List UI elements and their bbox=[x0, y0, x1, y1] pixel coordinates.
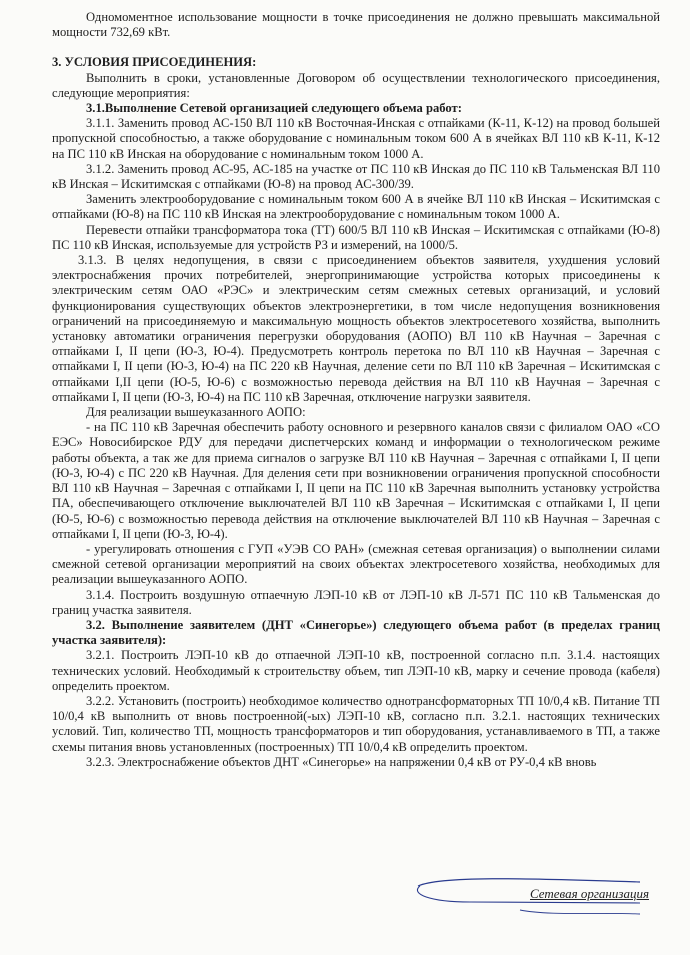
subsection-3-2-title: 3.2. Выполнение заявителем (ДНТ «Синегорье») следующего объема работ (в пределах границ участка заявителя): bbox=[52, 617, 660, 648]
paragraph-replace-equipment: Заменить электрооборудование с номинальным током 600 А в ячейке ВЛ 110 кВ Инская – Искитимская с отпайками (Ю-8) на ПС 110 кВ Инская на электрооборудование с номинальным током 1000 А. bbox=[52, 192, 660, 222]
paragraph-3-1-1: 3.1.1. Заменить провод АС-150 ВЛ 110 кВ Восточная-Инская с отпайками (К-11, К-12) на провод большей пропускной способностью, а также оборудование с номинальным током 600 А в ячейках ВЛ 110 кВ К-11, К-12 на ПС 110 кВ Инская на оборудование с номинальным током 1000 А. bbox=[52, 116, 660, 161]
section-title: 3. УСЛОВИЯ ПРИСОЕДИНЕНИЯ: bbox=[52, 55, 257, 70]
subsection-3-1-title: 3.1.Выполнение Сетевой организацией следующего объема работ: bbox=[86, 101, 462, 116]
intro-paragraph: Одномоментное использование мощности в точке присоединения не должно превышать максимальной мощности 732,69 кВт. bbox=[52, 10, 660, 40]
paragraph-transformers: Перевести отпайки трансформатора тока (ТТ) 600/5 ВЛ 110 кВ Инская – Искитимская с отпайками (Ю-8) ПС 110 кВ Инская, используемые для устройств РЗ и измерений, на 1000/5. bbox=[52, 222, 660, 252]
paragraph-3-2-2: 3.2.2. Установить (построить) необходимое количество однотрансформаторных ТП 10/0,4 кВ. Питание ТП 10/0,4 кВ выполнить от вновь построенной(-ых) ЛЭП-10 кВ, согласно п.п. 3.2.1. настоящих технических условий. Тип, количество ТП, мощность трансформаторов и тип оборудования, устанавливаемого в ТП, а также схемы питания вновь установленных (построенных) ТП 10/0,4 кВ определить проектом. bbox=[52, 693, 660, 754]
footer-signature-area bbox=[400, 872, 650, 922]
paragraph-3-2-1: 3.2.1. Построить ЛЭП-10 кВ до отпаечной ЛЭП-10 кВ, построенной согласно п.п. 3.1.4. настоящих технических условий. Необходимый к строительству объем, тип ЛЭП-10 кВ, марку и сечение провода (кабеля) определить проектом. bbox=[52, 648, 660, 693]
paragraph-3-2-3: 3.2.3. Электроснабжение объектов ДНТ «Синегорье» на напряжении 0,4 кВ от РУ-0,4 кВ вновь bbox=[86, 754, 597, 769]
paragraph-aopo-item-1: - на ПС 110 кВ Заречная обеспечить работу основного и резервного каналов связи с филиалом ОАО «СО ЕЭС» Новосибирское РДУ для передачи диспетчерских команд и информации о технологическом режиме работы объекта, а так же для приема сигналов о загрузке ВЛ 110 кВ Научная – Заречная с отпайками I, II цепи (Ю-3, Ю-4) с ПС 220 кВ Научная. Для деления сети при возникновении ограничения пропускной способности ВЛ 110 кВ Научная – Заречная с отпайками I, II цепи на ПС 110 кВ Заречная выполнить установку устройства ПА, обеспечивающего отключение выключателей ВЛ 110 кВ Заречная – Искитимская с отпайками I, II цепи (Ю-5, Ю-6) с возможностью перевода действия на отключение выключателей ВЛ 110 кВ Научная – Заречная с отпайками I, II цепи (Ю-3, Ю-4). bbox=[52, 420, 660, 541]
footer-label: Сетевая организация bbox=[530, 886, 649, 901]
paragraph-aopo-intro: Для реализации вышеуказанного АОПО: bbox=[86, 405, 306, 420]
section-intro: Выполнить в сроки, установленные Договором об осуществлении технологического присоединения, следующие мероприятия: bbox=[52, 70, 660, 100]
paragraph-3-1-3: 3.1.3. В целях недопущения, в связи с присоединением объектов заявителя, ухудшения условий электроснабжения прочих потребителей, энергопринимающие устройства которых присоединены к электрическим сетям ОАО «РЭС» и электрическим сетям смежных сетевых организаций, и условий функционирования существующих объектов электроэнергетики, в том числе недопущения возникновения ограничений на присоединяемую и максимальную мощность объектов электросетевого хозяйства, выполнить установку автоматики ограничения перегрузки оборудования (АОПО) ВЛ 110 кВ Научная – Заречная с отпайками I, II цепи (Ю-3, Ю-4). Предусмотреть контроль перетока по ВЛ 110 кВ Научная – Заречная с отпайками I, II цепи (Ю-3, Ю-4) на ПС 220 кВ Научная, деление сети по ВЛ 110 кВ Заречная – Искитимская с отпайками I,II цепи (Ю-5, Ю-6) с возможностью перевода действия на ВЛ 110 кВ Научная – Заречная с отпайками I, II цепи (Ю-3, Ю-4) на ПС 110 кВ Заречная, отключение нагрузки заявителя. bbox=[52, 253, 660, 404]
paragraph-3-1-4: 3.1.4. Построить воздушную отпаечную ЛЭП-10 кВ от ЛЭП-10 кВ Л-571 ПС 110 кВ Тальменская до границ участка заявителя. bbox=[52, 587, 660, 617]
document-page bbox=[52, 10, 660, 770]
paragraph-3-1-2: 3.1.2. Заменить провод АС-95, АС-185 на участке от ПС 110 кВ Инская до ПС 110 кВ Тальменская ВЛ 110 кВ Инская – Искитимская с отпайками (Ю-8) на провод АС-300/39. bbox=[52, 161, 660, 192]
paragraph-aopo-item-2: - урегулировать отношения с ГУП «УЭВ СО РАН» (смежная сетевая организация) о выполнении силами смежной сетевой организации мероприятий на своих объектах электросетевого хозяйства, необходимых для реализации вышеуказанного АОПО. bbox=[52, 541, 660, 587]
